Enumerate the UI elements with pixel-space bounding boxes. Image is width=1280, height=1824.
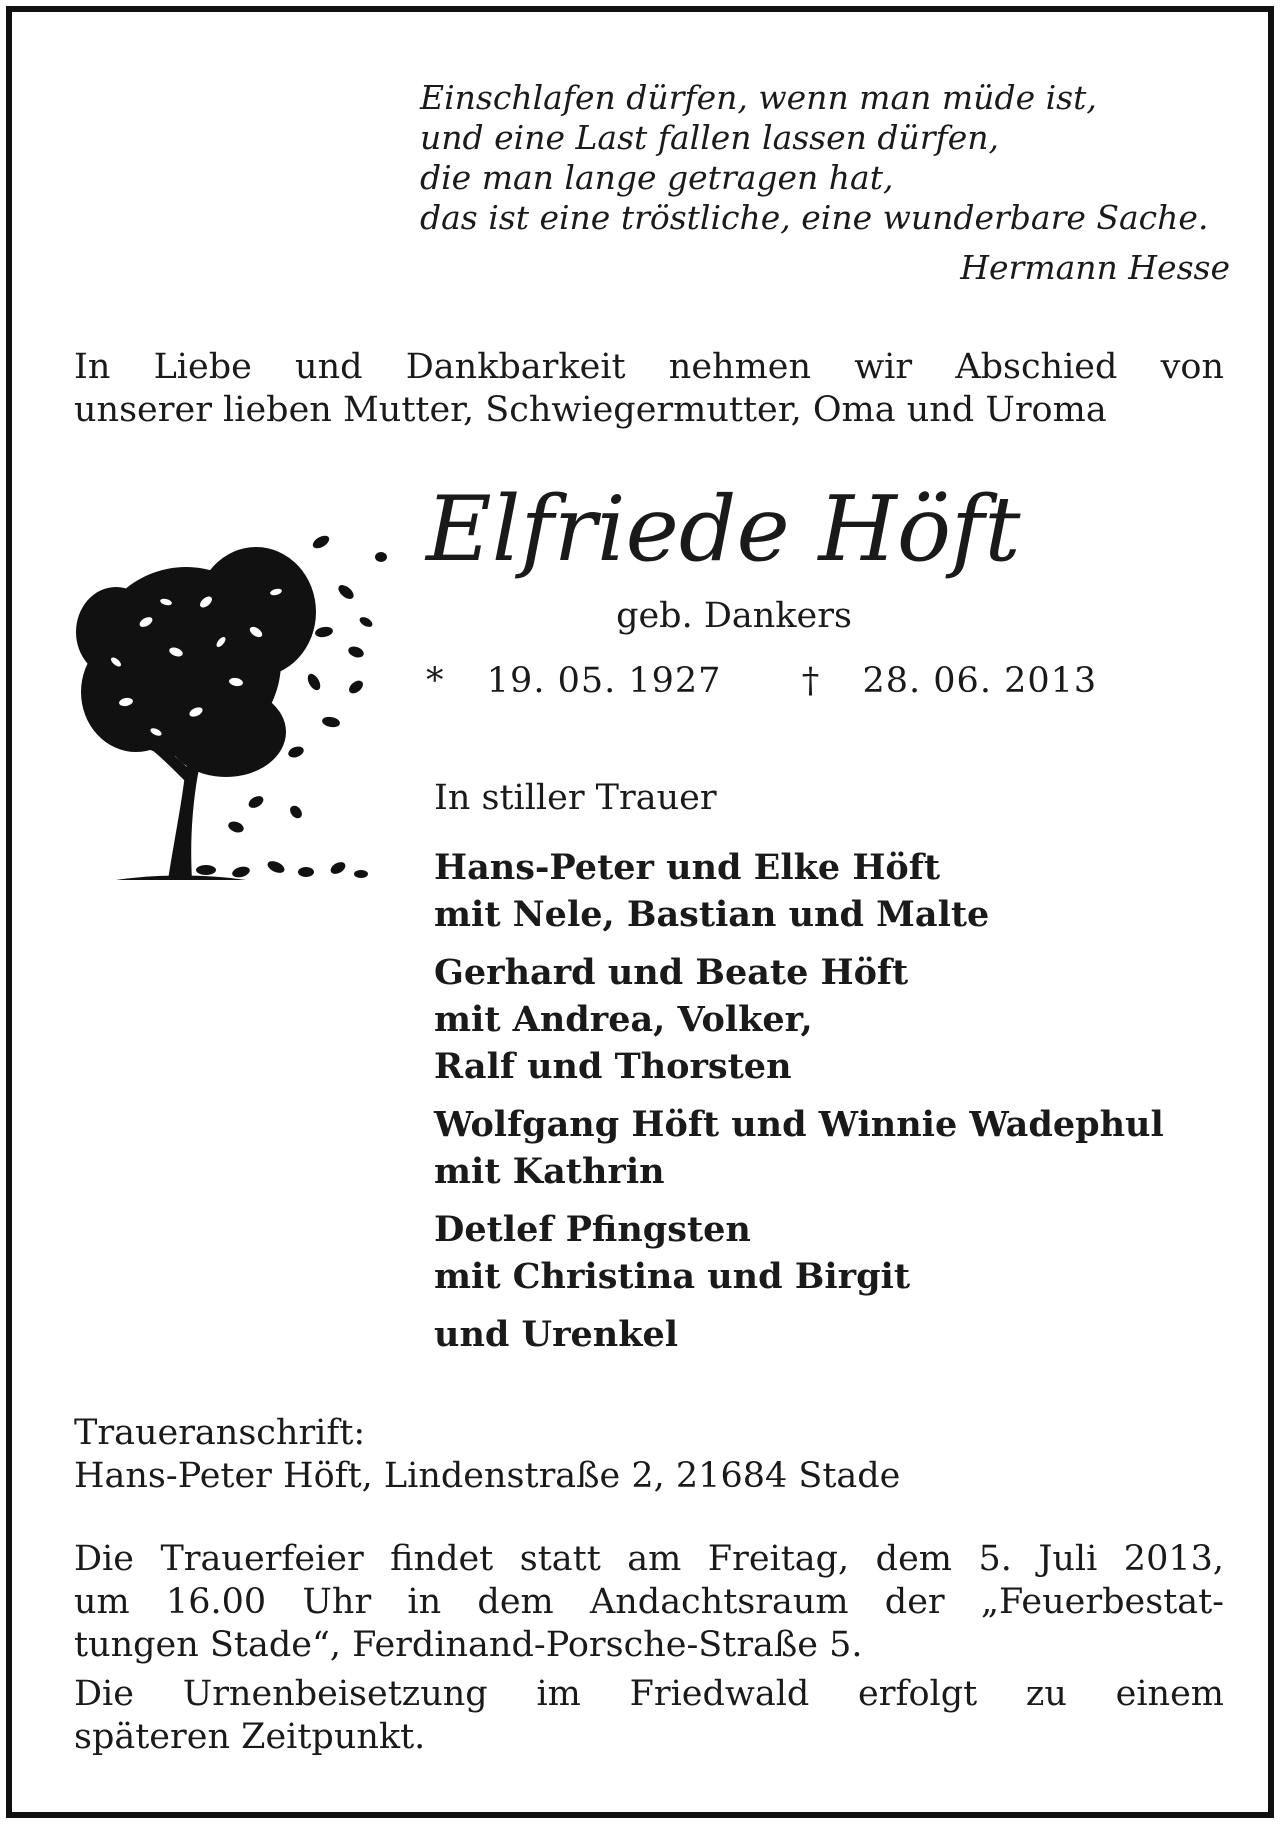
- poem-line: das ist eine tröstliche, eine wunderbare Sache.: [420, 198, 1209, 237]
- mourning-heading: In stiller Trauer: [434, 778, 717, 818]
- mourner-list: [434, 844, 1254, 1369]
- birth-date: 19. 05. 1927: [486, 661, 722, 701]
- intro-text: [74, 346, 1224, 432]
- address-label: Traueranschrift:: [74, 1413, 366, 1453]
- poem-author: Hermann Hesse: [960, 248, 1230, 287]
- birth-symbol: *: [426, 661, 445, 701]
- mourner-line: Wolfgang Höft und Winnie Wadephul: [434, 1104, 1164, 1145]
- life-dates: [426, 660, 1126, 702]
- mourner-line: mit Nele, Bastian und Malte: [434, 894, 990, 935]
- mourner-line: Detlef Pfingsten: [434, 1209, 751, 1250]
- mourning-address: [74, 1412, 1224, 1498]
- deceased-name: Elfriede Höft: [426, 477, 1021, 582]
- address-value: Hans-Peter Höft, Lindenstraße 2, 21684 Stade: [74, 1456, 901, 1496]
- poem-line: und eine Last fallen lassen dürfen,: [420, 118, 1000, 157]
- mourner-line: und Urenkel: [434, 1314, 679, 1355]
- poem-quote: [420, 78, 1230, 288]
- mourner-group: [434, 1206, 1254, 1300]
- poem-line: Einschlafen dürfen, wenn man müde ist,: [420, 78, 1097, 117]
- windblown-tree-icon: [56, 482, 396, 882]
- ceremony-line: um 16.00 Uhr in dem Andachtsraum der „Feuerbestat-: [74, 1582, 1224, 1622]
- burial-paragraph: [74, 1673, 1224, 1759]
- mourner-group: [434, 844, 1254, 938]
- burial-line: Die Urnenbeisetzung im Friedwald erfolgt zu einem: [74, 1674, 1224, 1714]
- intro-line: In Liebe und Dankbarkeit nehmen wir Abschied von: [74, 347, 1224, 387]
- mourner-line: mit Andrea, Volker,: [434, 999, 813, 1040]
- mourner-line: Gerhard und Beate Höft: [434, 952, 909, 993]
- intro-line: unserer lieben Mutter, Schwiegermutter, Oma und Uroma: [74, 390, 1107, 430]
- death-symbol: †: [801, 661, 821, 701]
- death-date: 28. 06. 2013: [862, 661, 1098, 701]
- mourner-group: [434, 1311, 1254, 1358]
- birth-name: geb. Dankers: [616, 596, 852, 636]
- mourner-group: [434, 949, 1254, 1090]
- mourner-line: Ralf und Thorsten: [434, 1046, 792, 1087]
- ceremony-line: tungen Stade“, Ferdinand-Porsche-Straße 5.: [74, 1625, 863, 1665]
- burial-line: späteren Zeitpunkt.: [74, 1717, 426, 1757]
- mourner-line: mit Kathrin: [434, 1151, 665, 1192]
- mourner-group: [434, 1101, 1254, 1195]
- ceremony-line: Die Trauerfeier findet statt am Freitag, dem 5. Juli 2013,: [74, 1539, 1224, 1579]
- mourner-line: Hans-Peter und Elke Höft: [434, 847, 940, 888]
- poem-line: die man lange getragen hat,: [420, 158, 894, 197]
- ceremony-paragraph: [74, 1538, 1224, 1667]
- mourner-line: mit Christina und Birgit: [434, 1256, 911, 1297]
- obituary-frame: [6, 6, 1274, 1818]
